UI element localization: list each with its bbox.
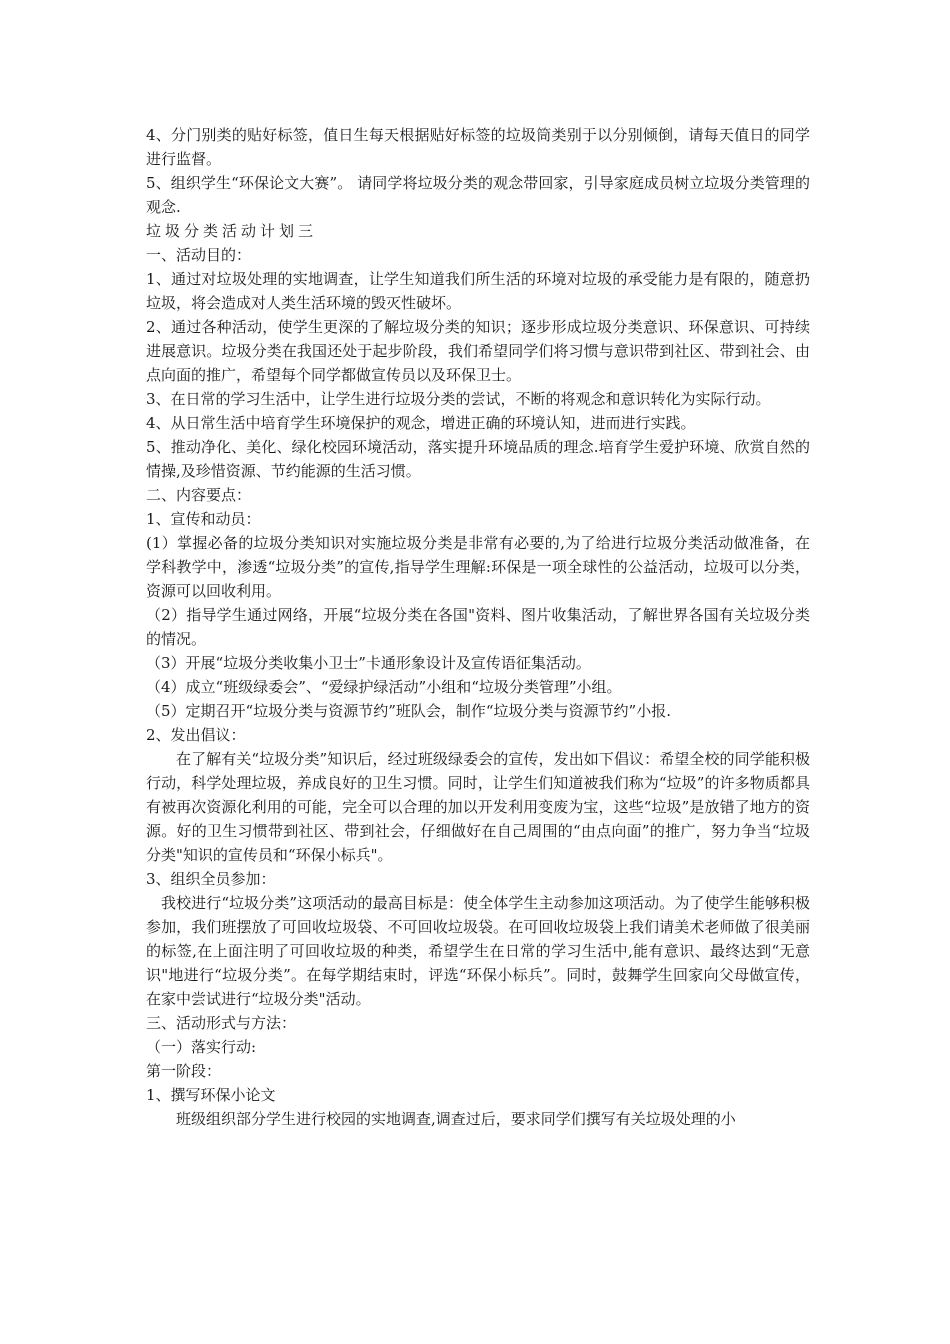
paragraph: 4、分门别类的贴好标签，值日生每天根据贴好标签的垃圾筒类别于以分别倾倒，请每天值日的同学进行监督。 [146, 126, 810, 168]
paragraph: (1）掌握必备的垃圾分类知识对实施垃圾分类是非常有必要的,为了给进行垃圾分类活动做准备，在学科教学中，渗透“垃圾分类”的宣传,指导学生理解:环保是一项全球性的公益活动，垃圾可以分类，资源可以回收利用。 [146, 534, 810, 600]
paragraph: 在了解有关“垃圾分类”知识后，经过班级绿委会的宣传，发出如下倡议：希望全校的同学能积极行动，科学处理垃圾，养成良好的卫生习惯。同时，让学生们知道被我们称为“垃圾”的许多物质都具有被再次资源化利用的可能，完全可以合理的加以开发利用变废为宝，这些“垃圾”是放错了地方的资源。好的卫生习惯带到社区、带到社会，仔细做好在自己周围的“由点向面”的推广，努力争当“垃圾分类"知识的宣传员和“环保小标兵"。 [146, 750, 810, 864]
paragraph: （3）开展“垃圾分类收集小卫士”卡通形象设计及宣传语征集活动。 [146, 654, 591, 672]
paragraph: 3、在日常的学习生活中，让学生进行垃圾分类的尝试，不断的将观念和意识转化为实际行动。 [146, 390, 771, 408]
paragraph: （5）定期召开“垃圾分类与资源节约”班队会，制作“垃圾分类与资源节约”小报. [146, 702, 671, 720]
subheading: 3、组织全员参加： [146, 870, 276, 888]
subheading: 1、撰写环保小论文 [146, 1086, 276, 1104]
document-page [146, 123, 810, 1131]
subheading: 第一阶段： [146, 1062, 222, 1080]
paragraph: 2、通过各种活动，使学生更深的了解垃圾分类的知识；逐步形成垃圾分类意识、环保意识、可持续进展意识。垃圾分类在我国还处于起步阶段，我们希望同学们将习惯与意识带到社区、带到社会、由点向面的推广，希望每个同学都做宣传员以及环保卫士。 [146, 318, 810, 384]
paragraph: （4）成立“班级绿委会”、“爱绿护绿活动”小组和“垃圾分类管理”小组。 [146, 678, 622, 696]
paragraph: 4、从日常生活中培育学生环境保护的观念，增进正确的环境认知，进而进行实践。 [146, 414, 696, 432]
subheading: （一）落实行动: [146, 1038, 257, 1056]
paragraph: （2）指导学生通过网络，开展“垃圾分类在各国"资料、图片收集活动，了解世界各国有关垃圾分类的情况。 [146, 606, 810, 648]
subheading: 2、发出倡议： [146, 726, 246, 744]
paragraph: 班级组织部分学生进行校园的实地调查,调查过后，要求同学们撰写有关垃圾处理的小 [176, 1110, 736, 1128]
paragraph: 我校进行“垃圾分类”这项活动的最高目标是：使全体学生主动参加这项活动。为了使学生能够积极参加，我们班摆放了可回收垃圾袋、不可回收垃圾袋。在可回收垃圾袋上我们请美术老师做了很美丽的标签,在上面注明了可回收垃圾的种类，希望学生在日常的学习生活中,能有意识、最终达到“无意识"地进行“垃圾分类”。在每学期结束时，评选“环保小标兵”。同时，鼓舞学生回家向父母做宣传，在家中尝试进行“垃圾分类"活动。 [146, 894, 810, 1008]
heading: 一、活动目的： [146, 246, 252, 264]
heading: 三、活动形式与方法： [146, 1014, 297, 1032]
heading: 二、内容要点： [146, 486, 252, 504]
paragraph: 5、推动净化、美化、绿化校园环境活动，落实提升环境品质的理念.培育学生爱护环境、欣赏自然的情操,及珍惜资源、节约能源的生活习惯。 [146, 438, 810, 480]
section-title: 垃圾分类活动计划三 [146, 222, 318, 240]
paragraph: 1、通过对垃圾处理的实地调查，让学生知道我们所生活的环境对垃圾的承受能力是有限的，随意扔垃圾，将会造成对人类生活环境的毁灭性破坏。 [146, 270, 810, 312]
subheading: 1、宣传和动员： [146, 510, 261, 528]
paragraph: 5、组织学生“环保论文大赛”。 请同学将垃圾分类的观念带回家，引导家庭成员树立垃圾分类管理的观念. [146, 174, 810, 216]
